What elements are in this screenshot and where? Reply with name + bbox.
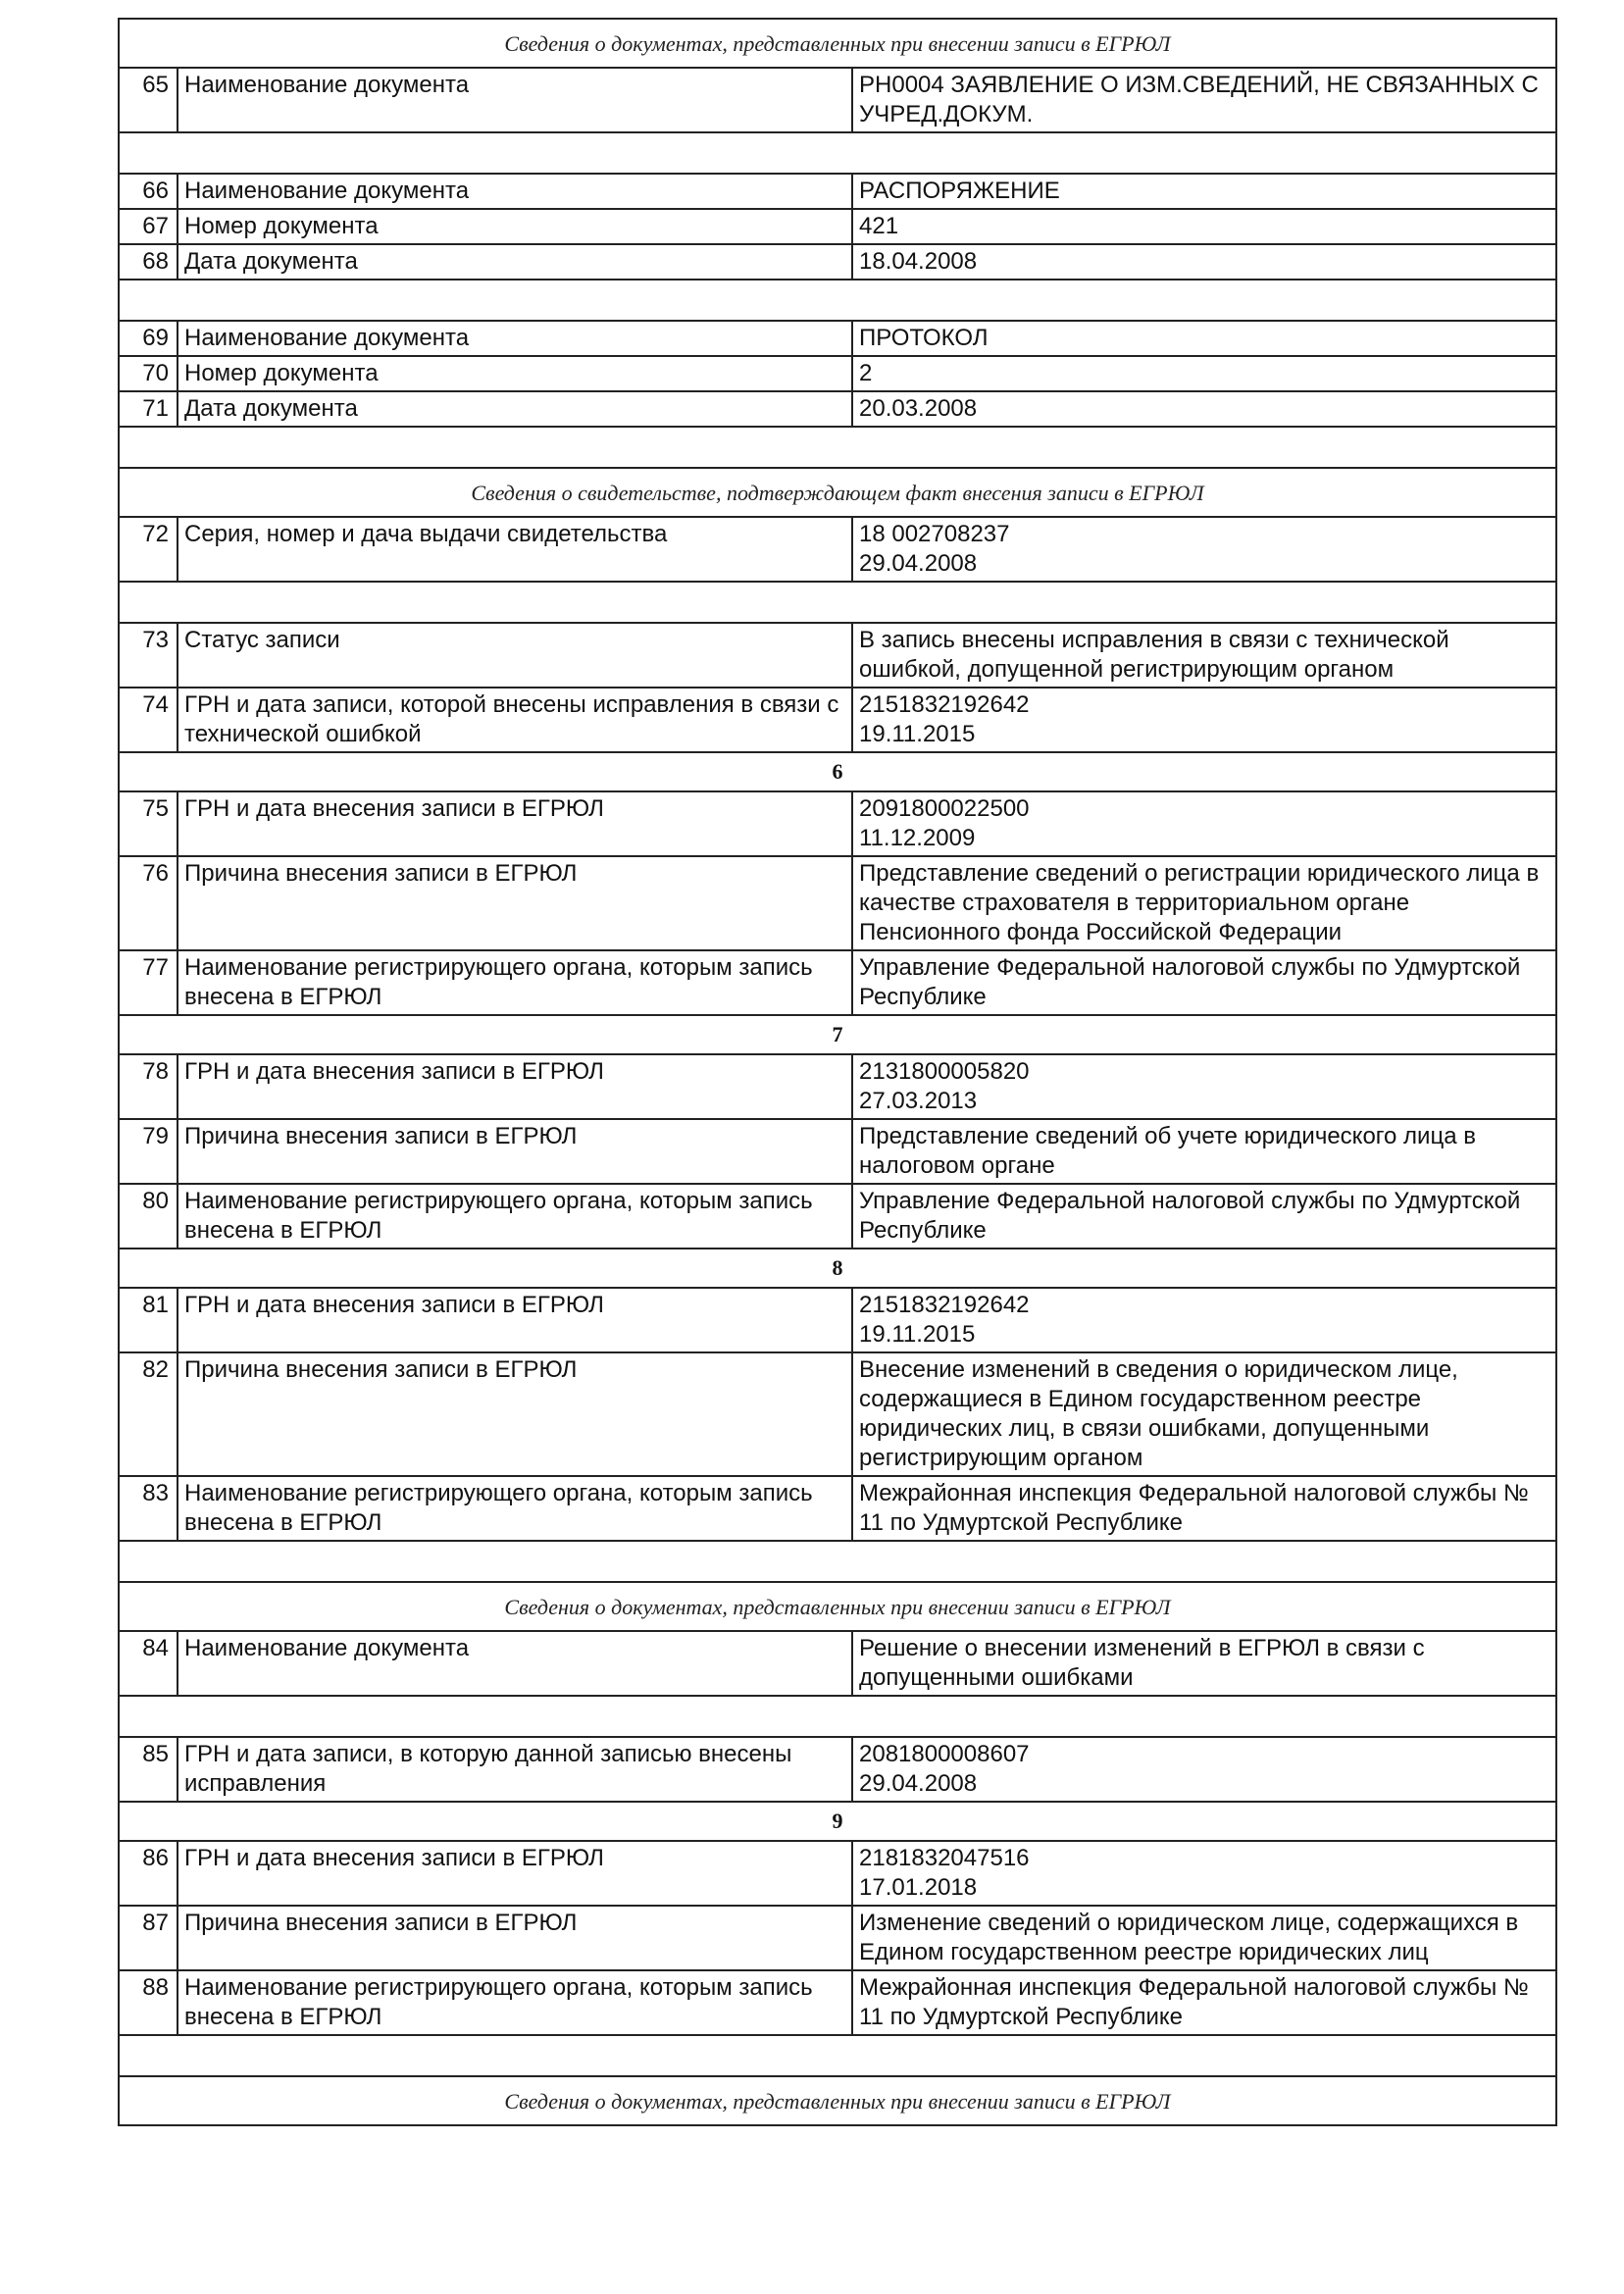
field-label: Наименование документа — [178, 321, 852, 356]
field-value — [852, 1352, 1556, 1476]
field-value-line: Управление Федеральной налоговой службы по Удмуртской Республике — [859, 954, 1521, 1010]
row-number: 65 — [119, 68, 178, 132]
row-number: 68 — [119, 244, 178, 280]
field-value-line: 29.04.2008 — [859, 550, 978, 577]
table-row — [119, 1476, 1556, 1541]
section-title: Сведения о документах, представленных при внесении записи в ЕГРЮЛ — [119, 19, 1556, 68]
field-label: Дата документа — [178, 244, 852, 280]
field-label: ГРН и дата внесения записи в ЕГРЮЛ — [178, 1288, 852, 1352]
field-value-line: 2081800008607 — [859, 1741, 1030, 1767]
empty-cell — [119, 582, 1556, 623]
empty-cell — [119, 1696, 1556, 1737]
row-number: 76 — [119, 856, 178, 950]
row-number: 85 — [119, 1737, 178, 1802]
record-group-number: 7 — [119, 1015, 1556, 1054]
field-value — [852, 1906, 1556, 1970]
row-number: 70 — [119, 356, 178, 391]
field-value-line: 421 — [859, 213, 899, 239]
spacer-row — [119, 1696, 1556, 1737]
empty-cell — [119, 2035, 1556, 2076]
field-value-line: ПРОТОКОЛ — [859, 325, 989, 351]
field-value-line: Межрайонная инспекция Федеральной налоговой службы № 11 по Удмуртской Республике — [859, 1974, 1529, 2030]
field-label: Статус записи — [178, 623, 852, 688]
row-number: 83 — [119, 1476, 178, 1541]
field-value — [852, 244, 1556, 280]
row-number: 84 — [119, 1631, 178, 1696]
table-row — [119, 1970, 1556, 2035]
field-value — [852, 1476, 1556, 1541]
record-group-number: 9 — [119, 1802, 1556, 1841]
spacer-row — [119, 582, 1556, 623]
field-label: Дата документа — [178, 391, 852, 427]
field-value-line: 2181832047516 — [859, 1845, 1030, 1871]
row-number: 82 — [119, 1352, 178, 1476]
field-value-line: 27.03.2013 — [859, 1088, 978, 1114]
row-number: 66 — [119, 174, 178, 209]
spacer-row — [119, 132, 1556, 174]
record-group-number-row — [119, 752, 1556, 791]
table-row — [119, 950, 1556, 1015]
spacer-row — [119, 1541, 1556, 1582]
field-value — [852, 791, 1556, 856]
field-value — [852, 209, 1556, 244]
field-value — [852, 623, 1556, 688]
table-row — [119, 791, 1556, 856]
record-group-number-row — [119, 1015, 1556, 1054]
table-row — [119, 391, 1556, 427]
field-value-line: Представление сведений о регистрации юридического лица в качестве страхователя в территориальном органе Пенсионного фонда Российской Федерации — [859, 860, 1540, 945]
field-value — [852, 391, 1556, 427]
table-row — [119, 321, 1556, 356]
field-value-line: 11.12.2009 — [859, 825, 976, 851]
field-value-line: 2091800022500 — [859, 795, 1030, 822]
field-label: Причина внесения записи в ЕГРЮЛ — [178, 856, 852, 950]
field-value-line: 2 — [859, 360, 873, 386]
field-label: Номер документа — [178, 209, 852, 244]
table-row — [119, 1184, 1556, 1249]
field-value — [852, 1970, 1556, 2035]
empty-cell — [119, 427, 1556, 468]
field-value-line: 2151832192642 — [859, 1292, 1030, 1318]
field-label: Причина внесения записи в ЕГРЮЛ — [178, 1352, 852, 1476]
field-value — [852, 856, 1556, 950]
field-value — [852, 688, 1556, 752]
row-number: 88 — [119, 1970, 178, 2035]
record-group-number-row — [119, 1249, 1556, 1288]
field-value-line: Управление Федеральной налоговой службы по Удмуртской Республике — [859, 1188, 1521, 1244]
field-value-line: 2131800005820 — [859, 1058, 1030, 1085]
field-value-line: РАСПОРЯЖЕНИЕ — [859, 178, 1060, 204]
field-value — [852, 1841, 1556, 1906]
field-value — [852, 1288, 1556, 1352]
field-label: Наименование регистрирующего органа, которым запись внесена в ЕГРЮЛ — [178, 1184, 852, 1249]
field-value-line: 20.03.2008 — [859, 395, 978, 422]
table-row — [119, 1841, 1556, 1906]
table-row — [119, 856, 1556, 950]
field-value — [852, 1631, 1556, 1696]
section-header-row — [119, 2076, 1556, 2125]
field-label: Наименование регистрирующего органа, которым запись внесена в ЕГРЮЛ — [178, 1970, 852, 2035]
field-value — [852, 517, 1556, 582]
field-value-line: Межрайонная инспекция Федеральной налоговой службы № 11 по Удмуртской Республике — [859, 1480, 1529, 1536]
egrul-records-table — [118, 18, 1557, 2126]
empty-cell — [119, 132, 1556, 174]
table-row — [119, 517, 1556, 582]
field-label: Причина внесения записи в ЕГРЮЛ — [178, 1906, 852, 1970]
section-title: Сведения о документах, представленных при внесении записи в ЕГРЮЛ — [119, 1582, 1556, 1631]
field-value-line: 19.11.2015 — [859, 1321, 976, 1348]
field-label: ГРН и дата записи, в которую данной записью внесены исправления — [178, 1737, 852, 1802]
row-number: 71 — [119, 391, 178, 427]
field-value-line: 18 002708237 — [859, 521, 1010, 547]
row-number: 81 — [119, 1288, 178, 1352]
row-number: 77 — [119, 950, 178, 1015]
spacer-row — [119, 427, 1556, 468]
table-row — [119, 356, 1556, 391]
field-value-line: 19.11.2015 — [859, 721, 976, 747]
section-title: Сведения о свидетельстве, подтверждающем факт внесения записи в ЕГРЮЛ — [119, 468, 1556, 517]
field-value-line: Внесение изменений в сведения о юридическом лице, содержащиеся в Едином государственном реестре юридических лиц, в связи ошибками, допущенными регистрирующим органом — [859, 1356, 1458, 1471]
row-number: 73 — [119, 623, 178, 688]
section-title: Сведения о документах, представленных при внесении записи в ЕГРЮЛ — [119, 2076, 1556, 2125]
table-row — [119, 1352, 1556, 1476]
field-label: ГРН и дата записи, которой внесены исправления в связи с технической ошибкой — [178, 688, 852, 752]
field-label: Наименование регистрирующего органа, которым запись внесена в ЕГРЮЛ — [178, 1476, 852, 1541]
field-label: ГРН и дата внесения записи в ЕГРЮЛ — [178, 1054, 852, 1119]
section-header-row — [119, 1582, 1556, 1631]
egrul-extract-page — [118, 18, 1557, 2126]
field-value-line: 29.04.2008 — [859, 1770, 978, 1797]
field-value — [852, 68, 1556, 132]
field-label: ГРН и дата внесения записи в ЕГРЮЛ — [178, 791, 852, 856]
row-number: 79 — [119, 1119, 178, 1184]
spacer-row — [119, 280, 1556, 321]
empty-cell — [119, 280, 1556, 321]
field-label: Причина внесения записи в ЕГРЮЛ — [178, 1119, 852, 1184]
field-label: Наименование регистрирующего органа, которым запись внесена в ЕГРЮЛ — [178, 950, 852, 1015]
record-group-number-row — [119, 1802, 1556, 1841]
field-label: Наименование документа — [178, 1631, 852, 1696]
row-number: 80 — [119, 1184, 178, 1249]
row-number: 75 — [119, 791, 178, 856]
record-group-number: 6 — [119, 752, 1556, 791]
empty-cell — [119, 1541, 1556, 1582]
field-value — [852, 1184, 1556, 1249]
field-label: Серия, номер и дача выдачи свидетельства — [178, 517, 852, 582]
field-value-line: Решение о внесении изменений в ЕГРЮЛ в связи с допущенными ошибками — [859, 1635, 1425, 1691]
field-value — [852, 174, 1556, 209]
field-label: Номер документа — [178, 356, 852, 391]
field-value-line: 2151832192642 — [859, 691, 1030, 718]
table-row — [119, 244, 1556, 280]
field-value — [852, 1737, 1556, 1802]
row-number: 78 — [119, 1054, 178, 1119]
table-row — [119, 623, 1556, 688]
table-row — [119, 1119, 1556, 1184]
field-value-line: РН0004 ЗАЯВЛЕНИЕ О ИЗМ.СВЕДЕНИЙ, НЕ СВЯЗАННЫХ С УЧРЕД.ДОКУМ. — [859, 72, 1539, 127]
table-row — [119, 1054, 1556, 1119]
row-number: 67 — [119, 209, 178, 244]
field-value — [852, 356, 1556, 391]
field-value-line: 18.04.2008 — [859, 248, 978, 275]
field-value-line: В запись внесены исправления в связи с технической ошибкой, допущенной регистрирующим органом — [859, 627, 1449, 683]
table-row — [119, 68, 1556, 132]
field-value — [852, 950, 1556, 1015]
field-value — [852, 321, 1556, 356]
field-label: Наименование документа — [178, 68, 852, 132]
table-row — [119, 174, 1556, 209]
field-value-line: Изменение сведений о юридическом лице, содержащихся в Едином государственном реестре юридических лиц — [859, 1910, 1519, 1965]
field-label: Наименование документа — [178, 174, 852, 209]
records-table-body — [119, 19, 1556, 2125]
row-number: 87 — [119, 1906, 178, 1970]
field-value — [852, 1054, 1556, 1119]
record-group-number: 8 — [119, 1249, 1556, 1288]
row-number: 72 — [119, 517, 178, 582]
table-row — [119, 688, 1556, 752]
spacer-row — [119, 2035, 1556, 2076]
section-header-row — [119, 468, 1556, 517]
field-value-line: Представление сведений об учете юридического лица в налоговом органе — [859, 1123, 1476, 1179]
row-number: 74 — [119, 688, 178, 752]
field-value-line: 17.01.2018 — [859, 1874, 978, 1901]
table-row — [119, 1737, 1556, 1802]
field-label: ГРН и дата внесения записи в ЕГРЮЛ — [178, 1841, 852, 1906]
row-number: 86 — [119, 1841, 178, 1906]
table-row — [119, 1631, 1556, 1696]
field-value — [852, 1119, 1556, 1184]
table-row — [119, 209, 1556, 244]
section-header-row — [119, 19, 1556, 68]
table-row — [119, 1288, 1556, 1352]
table-row — [119, 1906, 1556, 1970]
row-number: 69 — [119, 321, 178, 356]
